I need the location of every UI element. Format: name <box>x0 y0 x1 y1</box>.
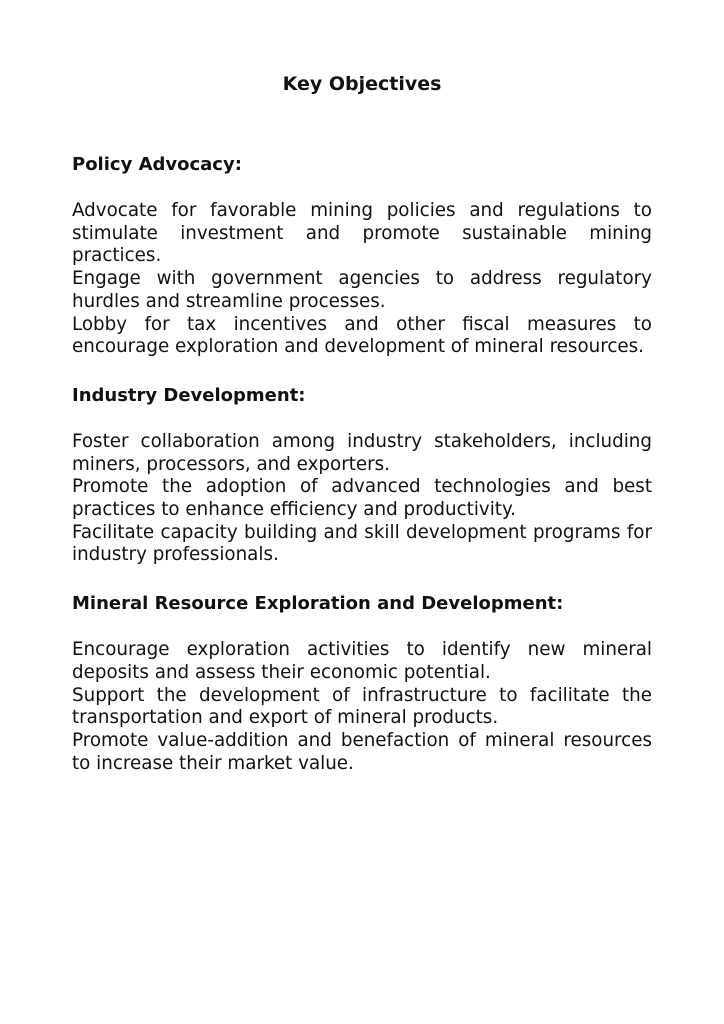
paragraph: Facilitate capacity building and skill development programs for industry professionals. <box>72 521 652 566</box>
paragraph: Lobby for tax incentives and other fiscal measures to encourage exploration and development of mineral resources. <box>72 313 652 358</box>
paragraph: Support the development of infrastructure to facilitate the transportation and export of mineral products. <box>72 684 652 729</box>
section-industry-development <box>72 383 652 567</box>
section-heading: Mineral Resource Exploration and Development: <box>72 593 564 615</box>
paragraph: Encourage exploration activities to identify new mineral deposits and assess their economic potential. <box>72 639 652 683</box>
paragraph: Promote value-addition and benefaction of mineral resources to increase their market value. <box>72 729 652 774</box>
paragraph: Foster collaboration among industry stakeholders, including miners, processors, and exporters. <box>72 430 652 475</box>
paragraph: Advocate for favorable mining policies and regulations to stimulate investment and promote sustainable mining practices. <box>72 200 652 267</box>
paragraph: Engage with government agencies to address regulatory hurdles and streamline processes. <box>72 268 652 312</box>
document-page <box>72 70 652 799</box>
page-title: Key Objectives <box>282 73 442 95</box>
section-mineral-resource-exploration <box>72 591 652 775</box>
section-heading: Industry Development: <box>72 384 306 406</box>
paragraph: Promote the adoption of advanced technologies and best practices to enhance efficiency and productivity. <box>72 476 652 521</box>
section-heading: Policy Advocacy: <box>72 154 242 175</box>
section-policy-advocacy <box>72 152 652 359</box>
